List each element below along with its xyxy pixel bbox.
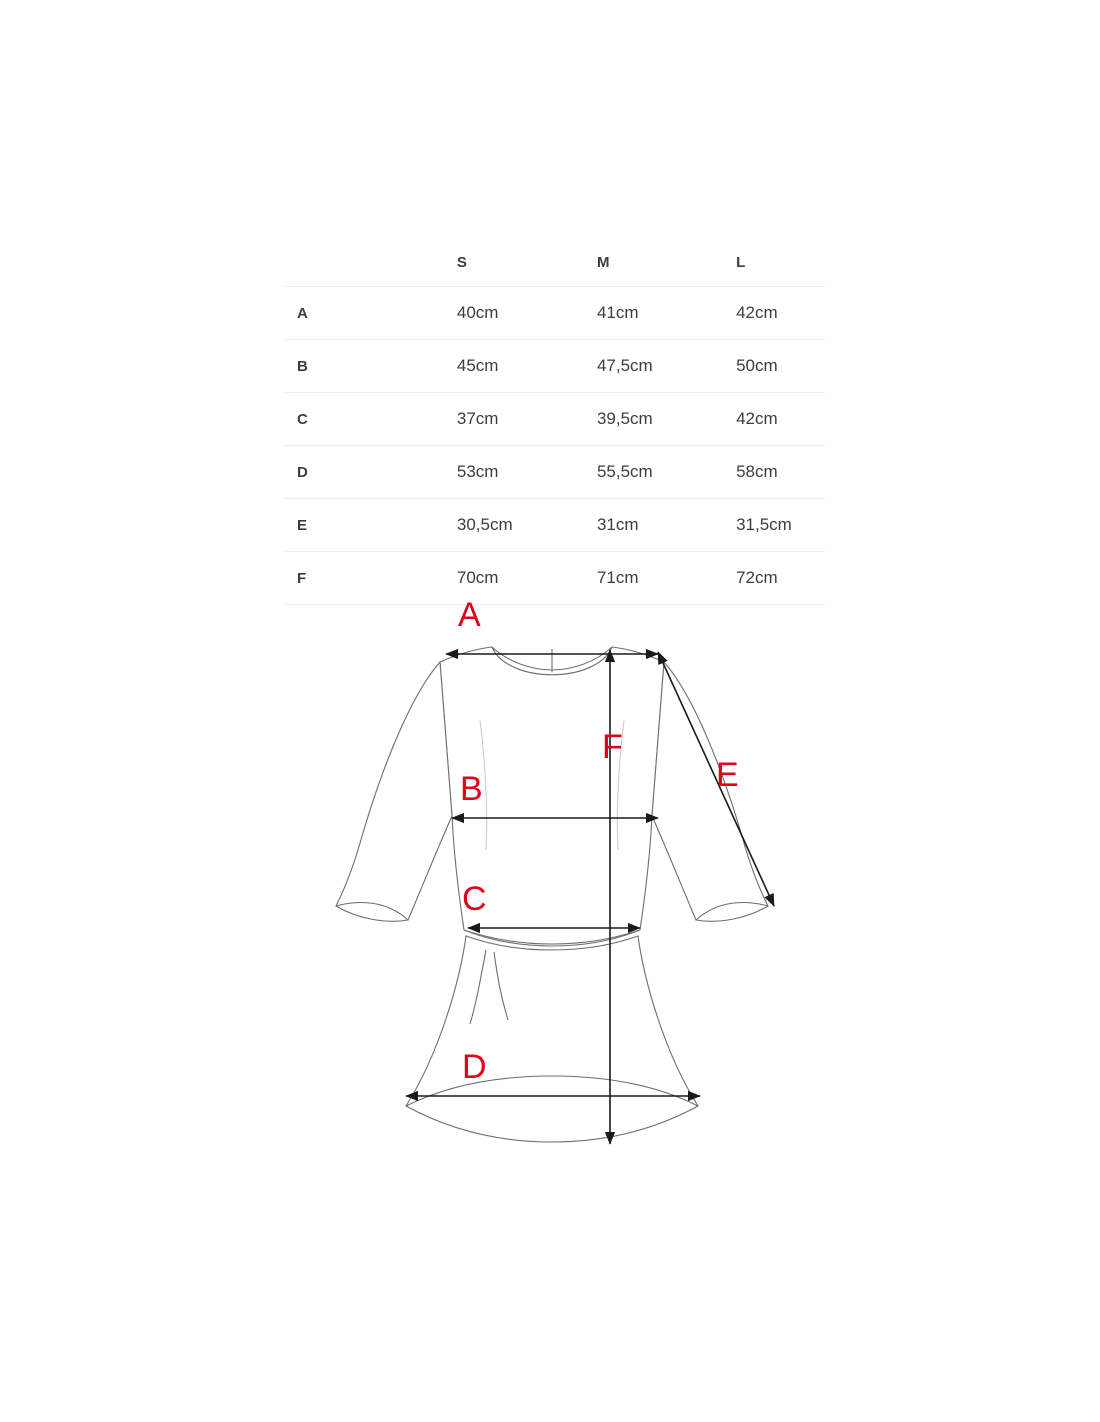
cell-f-s: 70cm [457, 552, 597, 605]
table-row [285, 393, 825, 446]
garment-measurement-diagram [280, 600, 840, 1200]
row-label-e: E [285, 499, 457, 552]
cell-b-s: 45cm [457, 340, 597, 393]
row-label-a: A [285, 287, 457, 340]
table-row [285, 287, 825, 340]
cell-d-s: 53cm [457, 446, 597, 499]
measure-label-d: D [462, 1048, 487, 1086]
cell-b-m: 47,5cm [597, 340, 736, 393]
table-header-row [285, 238, 825, 287]
column-header-m: M [597, 238, 736, 287]
size-table [285, 238, 825, 605]
cell-e-s: 30,5cm [457, 499, 597, 552]
cell-a-l: 42cm [736, 287, 825, 340]
column-header-l: L [736, 238, 825, 287]
cell-a-s: 40cm [457, 287, 597, 340]
measure-a [446, 600, 658, 654]
table-corner-cell [285, 238, 457, 287]
cell-f-l: 72cm [736, 552, 825, 605]
table-row [285, 499, 825, 552]
cell-b-l: 50cm [736, 340, 825, 393]
measure-label-c: C [462, 880, 487, 918]
column-header-s: S [457, 238, 597, 287]
table-header [285, 238, 825, 287]
table-row [285, 552, 825, 605]
measure-label-e: E [716, 756, 739, 794]
measure-label-b: B [460, 770, 483, 808]
cell-f-m: 71cm [597, 552, 736, 605]
garment-illustration [336, 647, 768, 1142]
table-body [285, 287, 825, 605]
measure-label-f: F [602, 728, 623, 766]
table-row [285, 446, 825, 499]
measure-label-a: A [458, 600, 481, 634]
row-label-c: C [285, 393, 457, 446]
table-row [285, 340, 825, 393]
cell-e-m: 31cm [597, 499, 736, 552]
cell-a-m: 41cm [597, 287, 736, 340]
cell-e-l: 31,5cm [736, 499, 825, 552]
cell-c-m: 39,5cm [597, 393, 736, 446]
row-label-f: F [285, 552, 457, 605]
cell-d-m: 55,5cm [597, 446, 736, 499]
row-label-d: D [285, 446, 457, 499]
cell-c-s: 37cm [457, 393, 597, 446]
cell-c-l: 42cm [736, 393, 825, 446]
cell-d-l: 58cm [736, 446, 825, 499]
row-label-b: B [285, 340, 457, 393]
